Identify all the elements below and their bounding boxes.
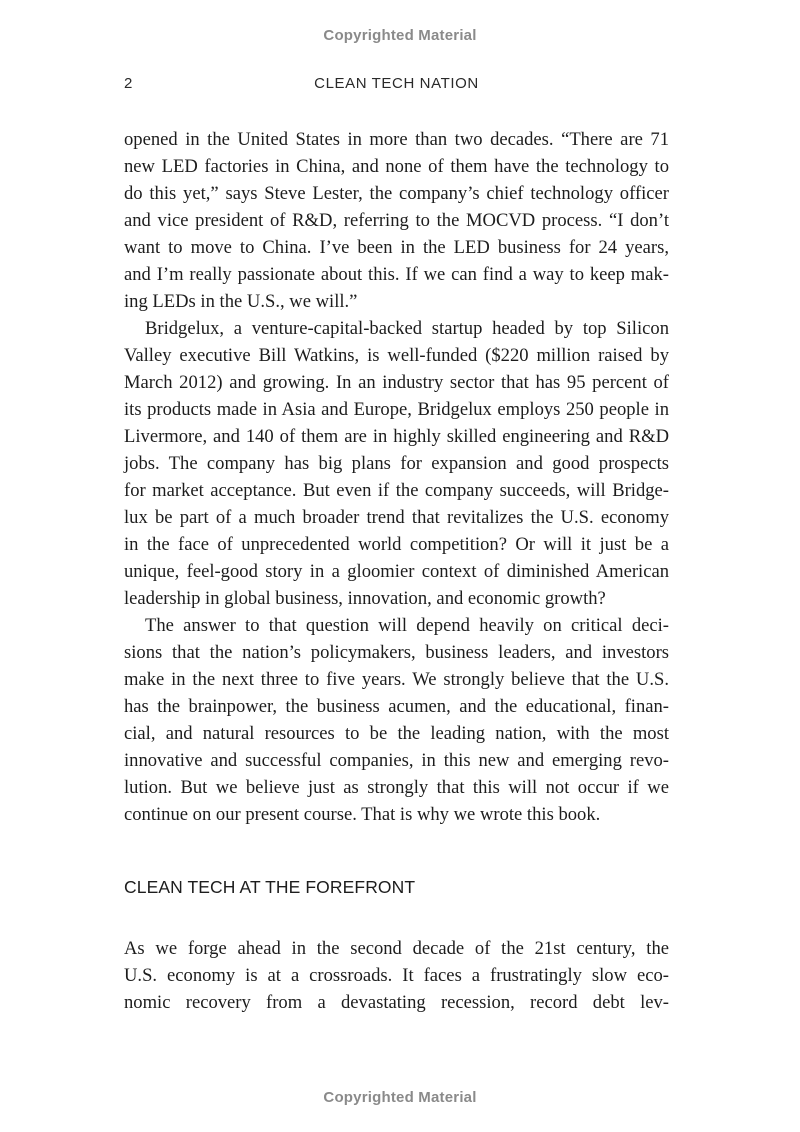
paragraph-4 <box>124 935 669 1016</box>
text-line: lution. But we believe just as strongly that this will not occur if we <box>124 777 669 798</box>
text-line: March 2012) and growing. In an industry sector that has 95 percent of <box>124 372 669 393</box>
text-line: unique, feel-good story in a gloomier context of diminished American <box>124 561 669 582</box>
text-line: in the face of unprecedented world competition? Or will it just be a <box>124 534 669 555</box>
text-line: has the brainpower, the business acumen, and the educational, finan- <box>124 696 669 717</box>
text-line: U.S. economy is at a crossroads. It faces a frustratingly slow eco- <box>124 964 669 986</box>
text-line: innovative and successful companies, in this new and emerging revo- <box>124 750 669 771</box>
copyright-watermark-bottom: Copyrighted Material <box>323 1089 477 1106</box>
text-line: nomic recovery from a devastating recession, record debt lev- <box>124 991 669 1013</box>
text-line: leadership in global business, innovation, and economic growth? <box>124 588 606 609</box>
text-line: for market acceptance. But even if the company succeeds, will Bridge- <box>124 480 669 501</box>
body-text <box>124 126 669 828</box>
section-body-text <box>124 916 669 1034</box>
paragraph-1 <box>124 126 669 315</box>
copyright-watermark-top: Copyrighted Material <box>323 27 477 44</box>
text-line: Valley executive Bill Watkins, is well-funded ($220 million raised by <box>124 345 669 366</box>
text-line: lux be part of a much broader trend that revitalizes the U.S. economy <box>124 507 669 528</box>
text-line: jobs. The company has big plans for expansion and good prospects <box>124 453 669 474</box>
text-line: make in the next three to five years. We strongly believe that the U.S. <box>124 669 669 690</box>
text-line: As we forge ahead in the second decade of the 21st century, the <box>124 937 669 959</box>
running-header <box>124 75 669 95</box>
text-line: opened in the United States in more than two decades. “There are 71 <box>124 129 669 150</box>
text-line: The answer to that question will depend heavily on critical deci- <box>145 615 669 636</box>
paragraph-2 <box>124 315 669 612</box>
page-number: 2 <box>124 75 133 92</box>
text-line: want to move to China. I’ve been in the LED business for 24 years, <box>124 237 669 258</box>
section-heading: CLEAN TECH AT THE FOREFRONT <box>124 877 416 897</box>
text-line: ing LEDs in the U.S., we will.” <box>124 291 358 312</box>
text-line: sions that the nation’s policymakers, business leaders, and investors <box>124 642 669 663</box>
text-line: and vice president of R&D, referring to the MOCVD process. “I don’t <box>124 210 669 231</box>
book-title: CLEAN TECH NATION <box>314 75 479 92</box>
text-line: new LED factories in China, and none of them have the technology to <box>124 156 669 177</box>
text-line: cial, and natural resources to be the leading nation, with the most <box>124 723 669 744</box>
text-line: do this yet,” says Steve Lester, the company’s chief technology officer <box>124 183 669 204</box>
text-line: and I’m really passionate about this. If we can find a way to keep mak- <box>124 264 669 285</box>
text-line: its products made in Asia and Europe, Bridgelux employs 250 people in <box>124 399 669 420</box>
paragraph-3 <box>124 612 669 828</box>
text-line: Livermore, and 140 of them are in highly skilled engineering and R&D <box>124 426 669 447</box>
text-line: continue on our present course. That is why we wrote this book. <box>124 804 601 825</box>
text-line: Bridgelux, a venture-capital-backed startup headed by top Silicon <box>145 318 669 339</box>
